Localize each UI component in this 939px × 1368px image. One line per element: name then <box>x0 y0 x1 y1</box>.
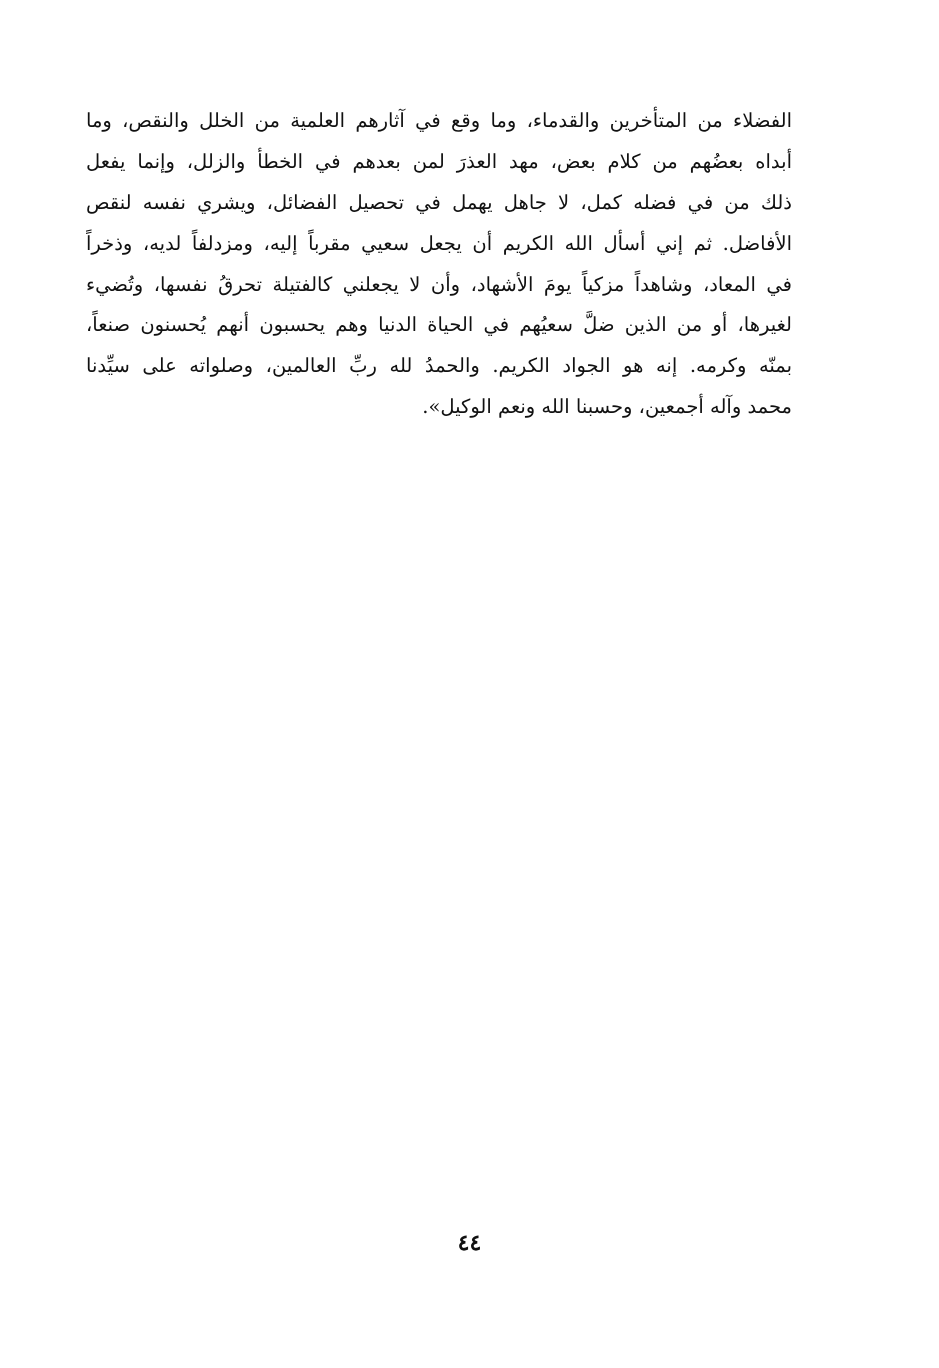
text-line-3: ذلك من في فضله كمل، لا جاهل يهمل في تحصيل الفضائل، ويشري نفسه لنقص <box>86 190 792 214</box>
text-line-5: في المعاد، وشاهداً مزكياً يومَ الأشهاد، وأن لا يجعلني كالفتيلة تحرقُ نفسها، وتُضيء <box>86 272 792 296</box>
page-number: ٤٤ <box>457 1230 482 1256</box>
text-line-1: الفضلاء من المتأخرين والقدماء، وما وقع في آثارهم العلمية من الخلل والنقص، وما <box>86 109 792 132</box>
text-line-2: أبداه بعضُهم من كلام بعض، مهد العذرَ لمن بعدهم في الخطأ والزلل، وإنما يفعل <box>86 149 792 173</box>
text-line-4: الأفاضل. ثم إني أسأل الله الكريم أن يجعل سعيي مقرباً إليه، ومزدلفاً لديه، وذخراً <box>86 231 792 255</box>
text-line-6: لغيرها، أو من الذين ضلَّ سعيُهم في الحياة الدنيا وهم يحسبون أنهم يُحسنون صنعاً، <box>86 313 792 337</box>
text-line-7: بمنّه وكرمه. إنه هو الجواد الكريم. والحمدُ لله ربِّ العالمين، وصلواته على سيِّدنا <box>86 354 792 378</box>
text-line-8: محمد وآله أجمعين، وحسبنا الله ونعم الوكيل». <box>422 395 792 419</box>
body-text <box>86 101 792 428</box>
